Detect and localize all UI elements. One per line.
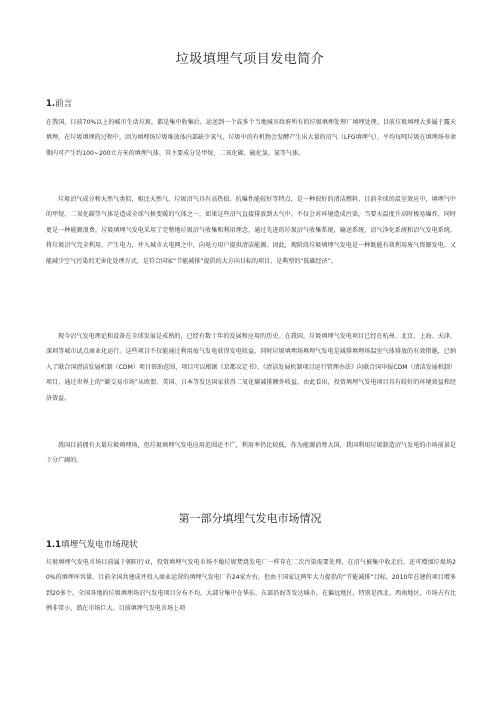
part1-subheading — [46, 540, 138, 551]
intro-body-4 — [46, 438, 456, 469]
part1-paragraph-1: 垃圾填埋气发电市场目前属于朝阳行业，投资填埋气发电市场不像垃圾焚烧发电厂一样存在二次污染需要处理，在沼气被集中收走后，还可增加垃圾场20%的填埋库容量。目前全国共建成并投入商业运营的填埋气发电厂有24家左右，但由于国家这两年大力提倡的“节能减排”目标，2010年在建的项目增多到20多个。全国各地的垃圾填埋场沼气发电项目分布不均，大部分集中在华东、东部沿海等发达城市，在偏远地区，特别是西北、西南地区，市场占有比例非常小，潜在市场巨大。目前填埋气发电市场上项 — [46, 559, 456, 613]
intro-body-2 — [46, 192, 456, 269]
intro-body — [46, 115, 456, 161]
document-title: 垃圾填埋气项目发电简介 — [175, 52, 325, 67]
intro-body-3 — [46, 329, 456, 406]
intro-paragraph-4: 我国目前拥有大量垃圾填埋场，但垃圾填埋气发电应用范围还不广，利用率仍比较低，作为能源消费大国，我国利用垃圾制造沼气发电的市场前景是十分广阔的。 — [46, 442, 456, 465]
part1-body — [46, 555, 456, 617]
part1-subheading-text: 填埋气发电市场现状 — [61, 540, 138, 550]
intro-heading-text: 前言 — [55, 99, 73, 109]
part1-subheading-number: 1.1 — [46, 540, 62, 550]
intro-heading-number: 1. — [46, 99, 56, 109]
intro-heading — [46, 99, 72, 110]
intro-paragraph-1: 在我国，目前70%以上的城市生活垃圾，都是集中收集后，运送到一个或多个当地城市政府所有的垃圾填埋处理厂填埋处理。目前垃圾填埋大多属于露天填埋，在垃圾填埋的过程中，因为填埋场垃圾堆放体内部缺少氧气，垃圾中的有机物会发酵产生出大量的沼气（LFG填埋气），平均每吨垃圾在填埋场寿命期内可产生约100~200立方米的填埋气体，其主要成分是甲烷、二氧化碳、硫化氢、氮等气体。 — [46, 119, 456, 157]
intro-paragraph-3: 现今沼气发电理论和设备在全球发展是成熟的，已经有数十年的发展和应用的历史。在我国，垃圾填埋气发电项目已经在杭州、北京、上海、天津、深圳等城市试点商业化运行。这些项目不仅能通过利用废气发电获得发电收益，同时垃圾填埋场填埋气发电是减排填埋场温室气体排放的有效措施，已纳入了联合国清洁发展机制（CDM）项目资助范围，项目可以根据《京都议定书》、《清洁发展机制项目运行管理办法》向联合国申报CDM（清洁发展机制）项目，通过世界上的“碳交易市场”从欧盟、美国、日本等发达国家获得二氧化碳减排额外收益。由此看出，投资填埋气发电项目具有较好的环境效益和经济效益。 — [46, 333, 456, 402]
part1-title: 第一部分填埋气发电市场情况 — [178, 512, 322, 525]
intro-paragraph-2: 垃圾沼气成分和天然气类似，相比天然气，垃圾沼气具有高热值、抗爆性能较好等特点，是一种很好的清洁燃料，目前全球的温室效应中，填埋气中的甲烷、二氧化碳等气体是造成全球气候变暖的气体之一，如果这些沼气直接排放到大气中，不仅会对环境造成污染，当要天温度升高时极易爆炸，同时更是一种能源浪费。垃圾填埋气发电采用了完整地垃圾沼气收集和利用理念，通过先进的垃圾沼气收集系统，输送系统，沼气净化系统和沼气发电系统，将垃圾沼气完全利用，产生电力，并入城市大电网之中，向电力用户提供清洁能源。因此，现阶段垃圾填埋气发电是一种既能有效利用废气资源发电，又能减少空气污染的无害化处理方式，是符合国家“节能减排”提倡的大方向目标的项目，是典型的“低碳经济”。 — [46, 196, 456, 265]
